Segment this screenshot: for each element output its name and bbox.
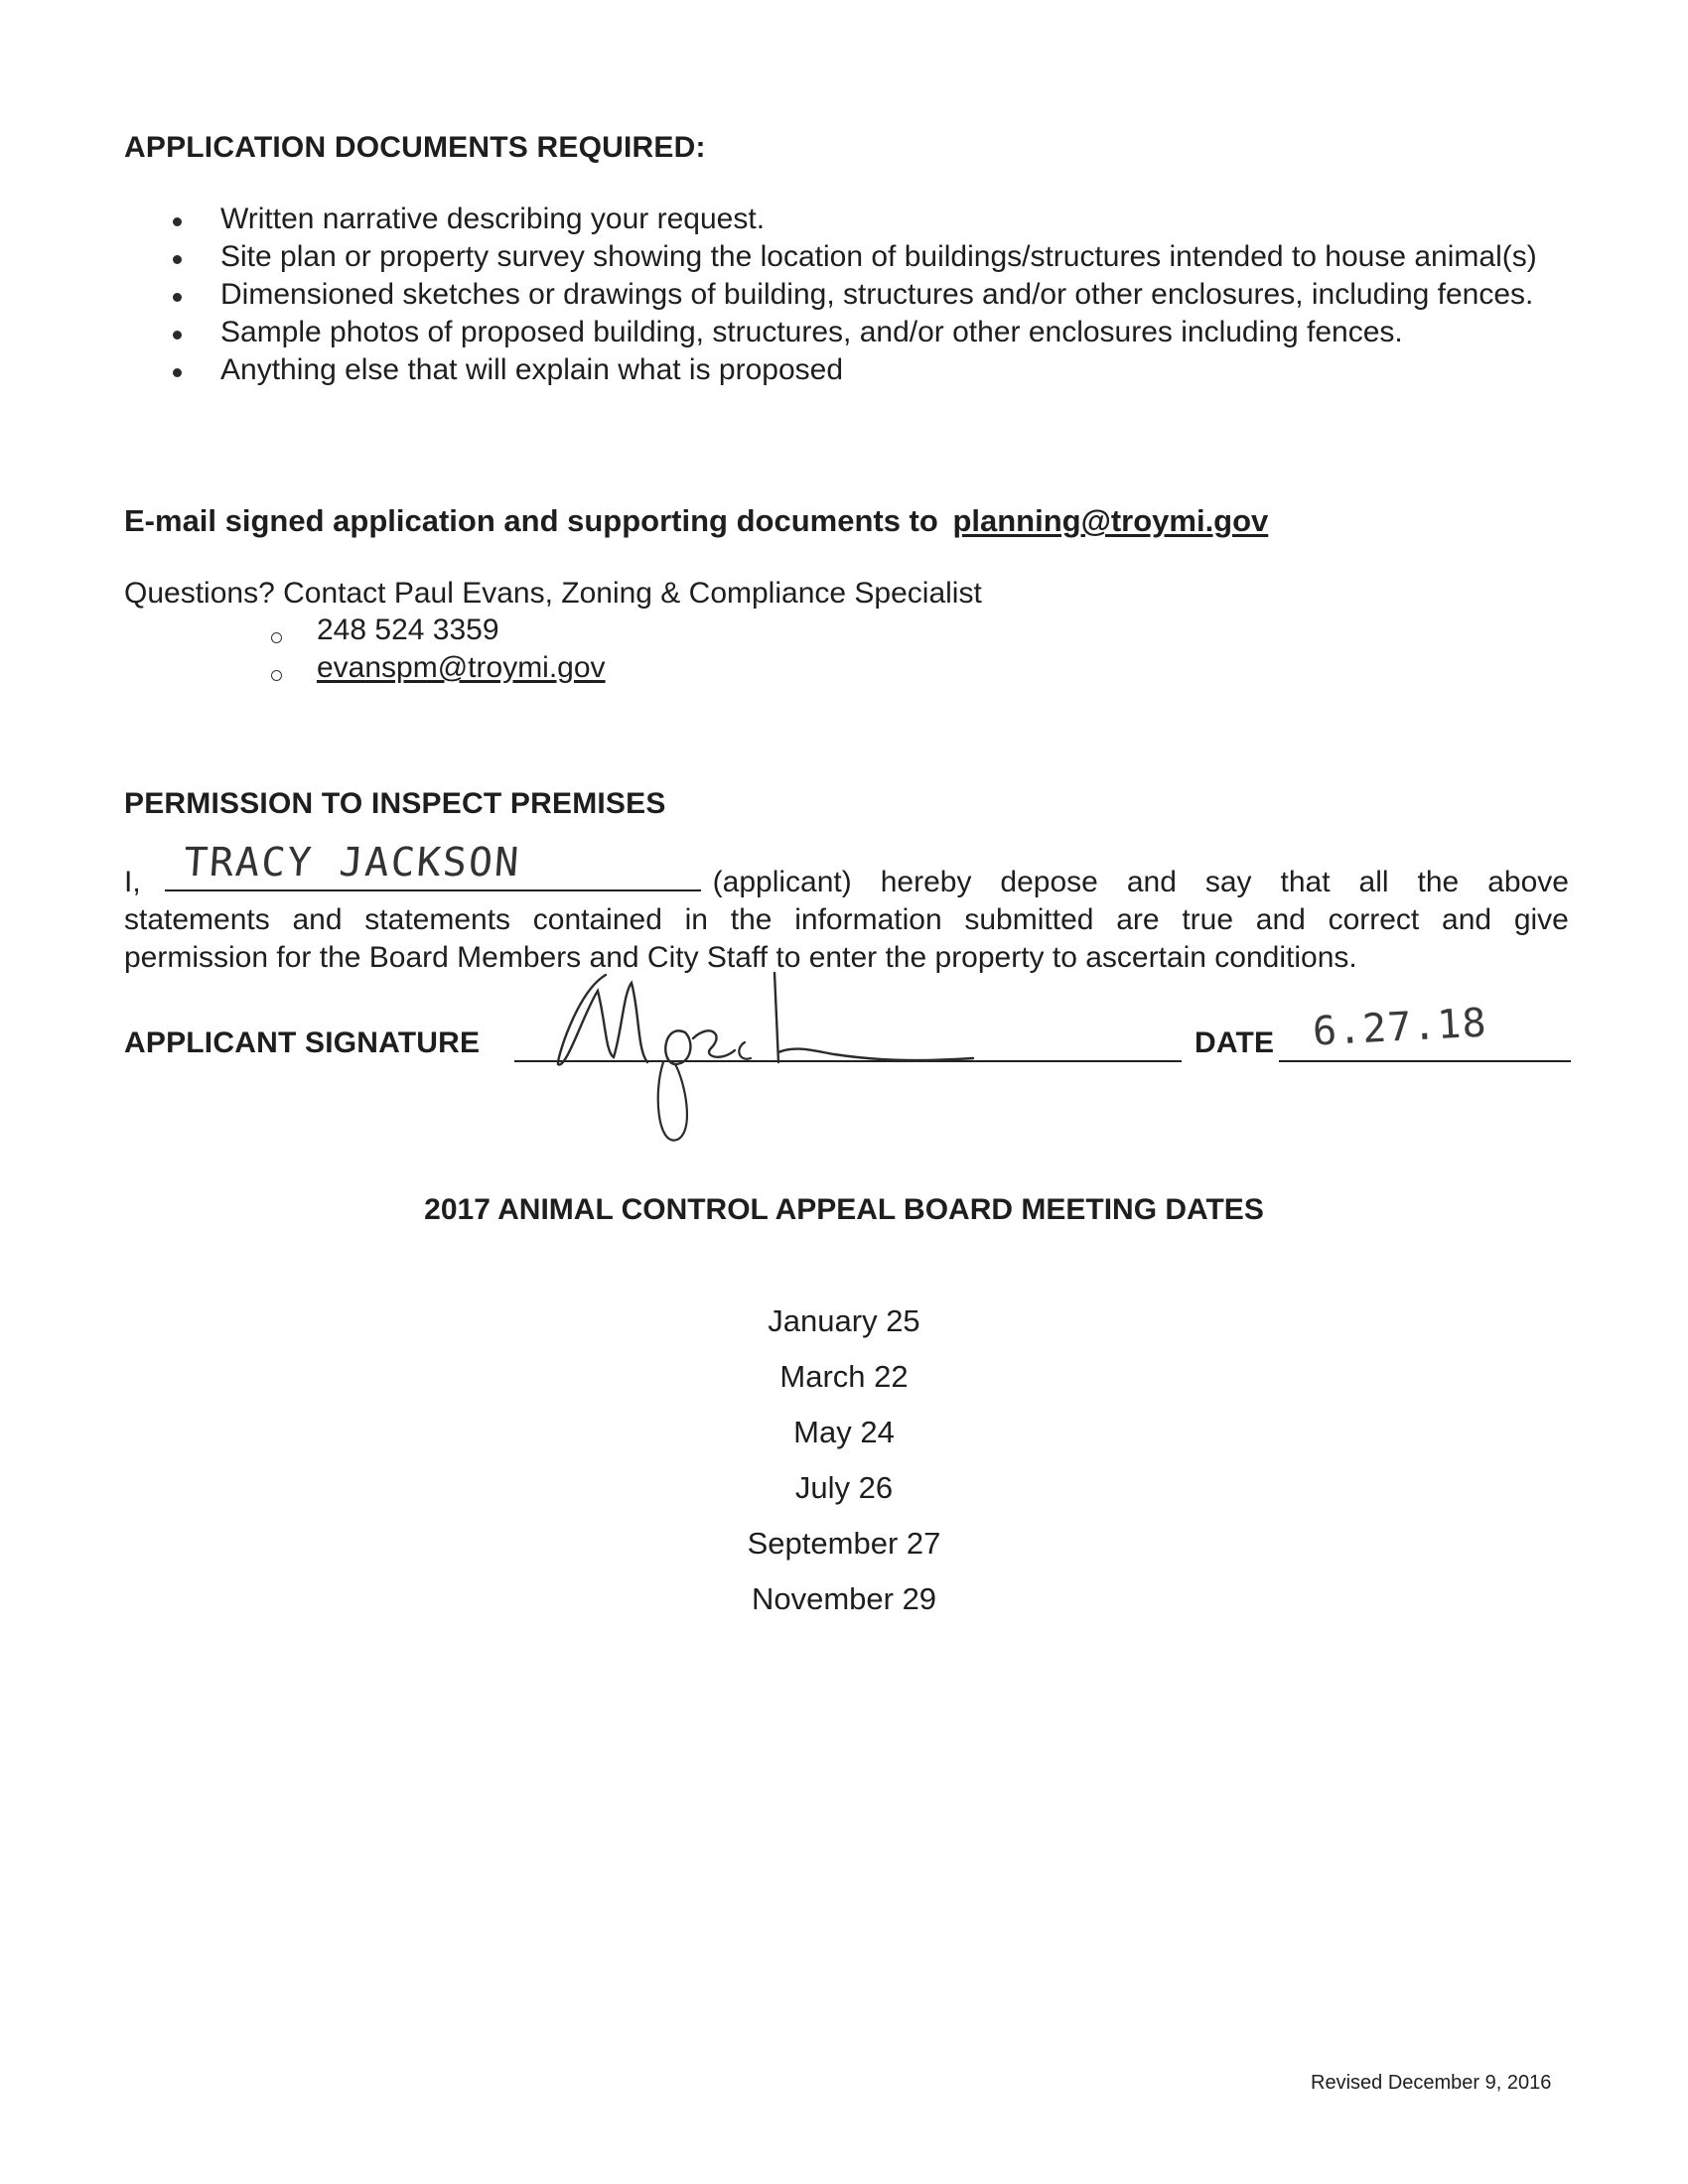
circle-bullet-icon [271,632,282,643]
meetings-heading: 2017 ANIMAL CONTROL APPEAL BOARD MEETING DATES [424,1193,1264,1226]
bullet-icon [173,368,182,377]
bullet-icon [173,293,182,302]
list-item: Sample photos of proposed building, structures, and/or other enclosures including fences. [159,314,1549,351]
handwritten-applicant-name: TRACY JACKSON [182,840,522,886]
email-instruction-text: E-mail signed application and supporting documents to [124,503,938,538]
date-blank [1279,1060,1571,1062]
bullet-icon [173,255,182,264]
circle-bullet-icon [271,670,282,681]
bullet-icon [173,331,182,340]
meeting-date: September 27 [747,1526,941,1561]
list-item: Written narrative describing your request. [159,201,1549,238]
meeting-date: November 29 [751,1581,937,1616]
meeting-date: July 26 [794,1470,894,1505]
handwritten-date: 6.27.18 [1311,1000,1488,1055]
permission-heading: PERMISSION TO INSPECT PREMISES [124,787,666,820]
email-instruction [124,503,1268,539]
revision-note: Revised December 9, 2016 [1311,2072,1552,2094]
meeting-date: March 22 [779,1359,909,1394]
statement-line-2: statements and statements contained in the information submitted are true and correct and give [124,903,1569,936]
bullet-icon [173,217,182,226]
statement-line-1: I, (applicant) hereby depose and say that all the above [124,860,1569,901]
meeting-date: May 24 [793,1415,895,1449]
list-item: Anything else that will explain what is proposed [159,351,1549,389]
contact-phone: 248 524 3359 [317,614,499,646]
date-label: DATE [1195,1026,1275,1059]
list-item: Dimensioned sketches or drawings of building, structures and/or other enclosures, including fences. [159,276,1549,314]
questions-text: Questions? Contact Paul Evans, Zoning & Compliance Specialist [124,577,982,610]
planning-email-link[interactable]: planning@troymi.gov [952,503,1269,538]
signature-label: APPLICANT SIGNATURE [124,1026,481,1059]
contact-email-link[interactable]: evanspm@troymi.gov [317,651,606,684]
requirements-heading: APPLICATION DOCUMENTS REQUIRED: [124,131,706,164]
handwritten-signature [536,953,993,1152]
meeting-date: January 25 [768,1303,920,1338]
requirements-list [159,201,1549,389]
list-item: Site plan or property survey showing the location of buildings/structures intended to house animal(s) [159,238,1549,276]
statement-line-3: permission for the Board Members and City Staff to enter the property to ascertain conditions. [124,941,1357,974]
